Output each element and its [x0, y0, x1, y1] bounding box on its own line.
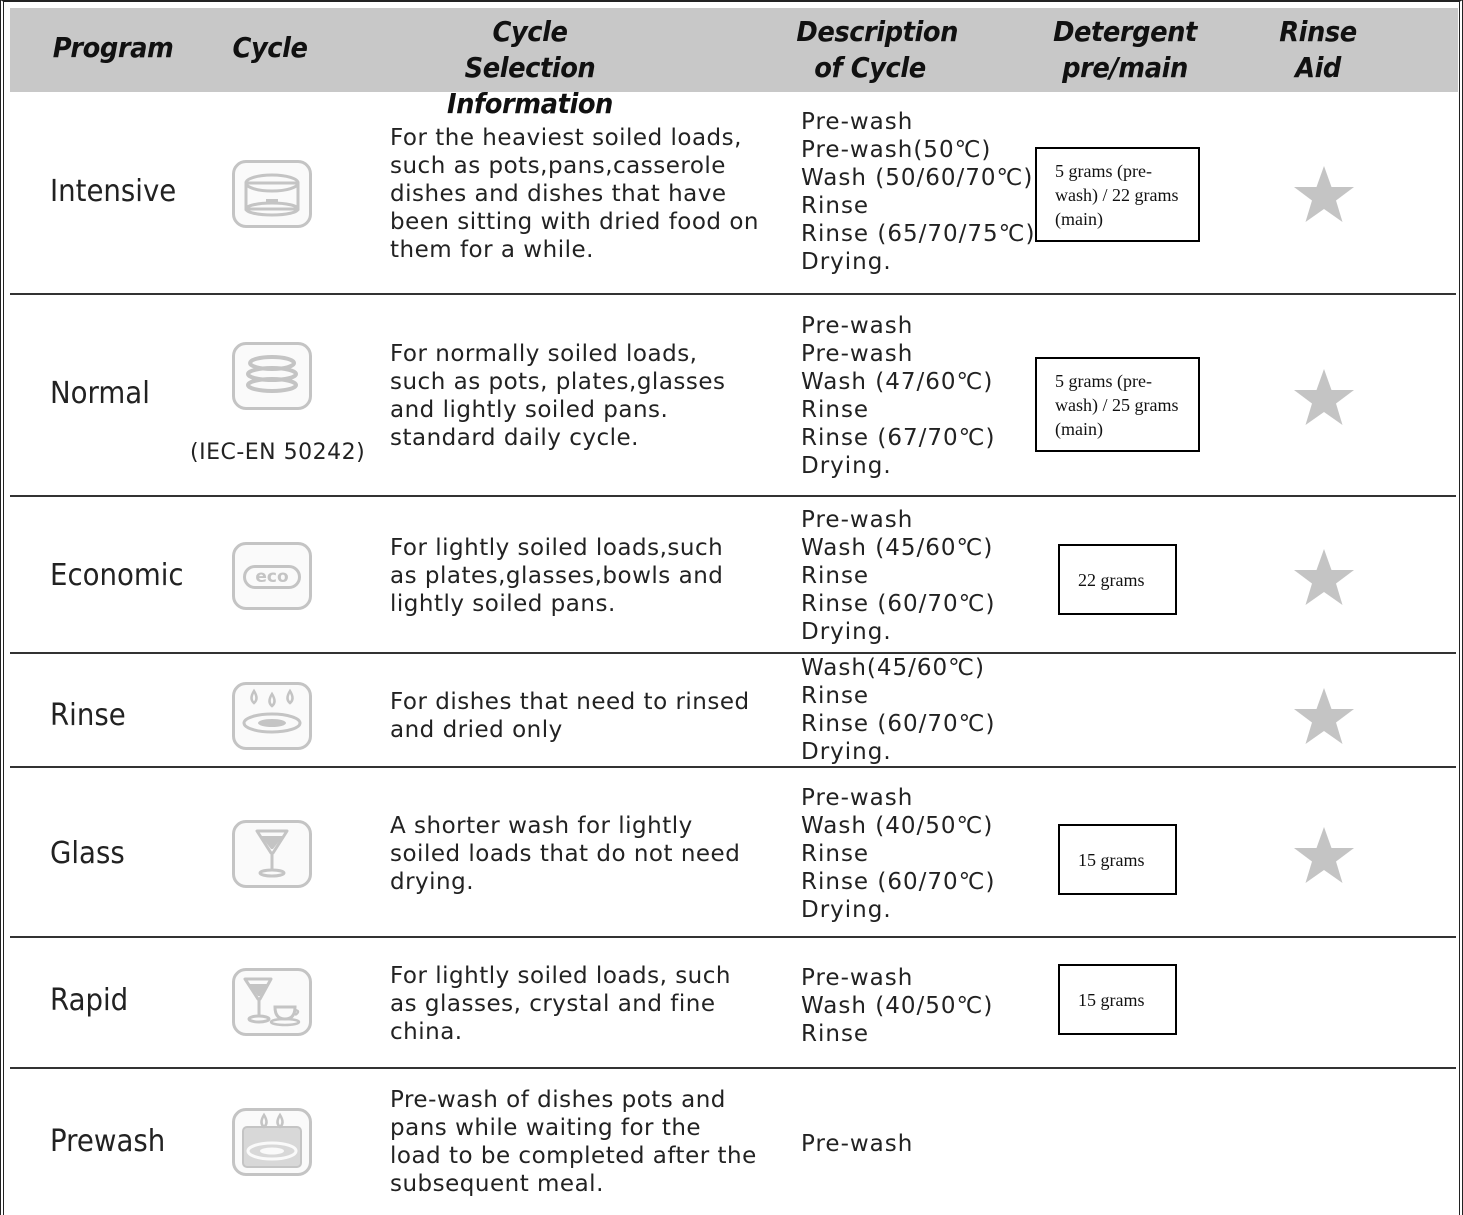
cycle-info: For normally soiled loads, such as pots, plates,glasses and lightly soiled pans. standard daily cycle. [390, 341, 726, 451]
cycle-info: A shorter wash for lightly soiled loads that do not need drying. [390, 813, 741, 895]
cycle-info: For dishes that need to rinsed and dried only [390, 689, 750, 743]
wine-glass-icon [232, 820, 312, 888]
cycle-description: Wash(45/60℃) Rinse Rinse (60/70℃) Drying. [801, 655, 996, 765]
glass-and-cup-icon [232, 968, 312, 1036]
header-description-of-cycle: Description of Cycle [796, 15, 958, 84]
prewash-drops-icon [232, 1108, 312, 1176]
eco-icon-label: eco [243, 565, 301, 589]
rinse-aid-star-icon [1292, 367, 1356, 427]
standard-note: (IEC-EN 50242) [190, 440, 366, 465]
detergent-box: 22 grams [1058, 544, 1177, 615]
rinse-aid-star-icon [1292, 825, 1356, 885]
rinse-aid-star-icon [1292, 686, 1356, 746]
row-divider [10, 936, 1456, 938]
row-divider [10, 652, 1456, 654]
cycle-description: Pre-wash Wash (40/50℃) Rinse [801, 965, 994, 1047]
row-divider [10, 766, 1456, 768]
plates-icon [232, 342, 312, 410]
program-name: Economic [50, 558, 184, 593]
rinse-drops-icon [232, 682, 312, 750]
program-name: Glass [50, 836, 125, 871]
pot-icon [232, 160, 312, 228]
program-name: Prewash [50, 1124, 166, 1159]
program-name: Rapid [50, 983, 129, 1018]
detergent-box: 5 grams (pre-wash) / 25 grams (main) [1035, 357, 1200, 452]
program-name: Rinse [50, 698, 126, 733]
cycle-info: For lightly soiled loads,such as plates,glasses,bowls and lightly soiled pans. [390, 535, 724, 617]
program-name: Intensive [50, 174, 177, 209]
header-detergent: Detergent pre/main [1053, 15, 1197, 84]
row-divider [10, 495, 1456, 497]
eco-icon [232, 542, 312, 610]
header-rinse-aid: Rinse Aid [1279, 15, 1357, 84]
detergent-box: 15 grams [1058, 964, 1177, 1035]
header-cycle: Cycle [232, 31, 308, 64]
cycle-description: Pre-wash Wash (45/60℃) Rinse Rinse (60/70℃) Drying. [801, 507, 996, 645]
cycle-description: Pre-wash [801, 1131, 914, 1157]
cycle-description: Pre-wash Wash (40/50℃) Rinse Rinse (60/70℃) Drying. [801, 785, 996, 923]
detergent-box: 15 grams [1058, 824, 1177, 895]
row-divider [10, 293, 1456, 295]
header-program: Program [52, 31, 174, 64]
cycle-description: Pre-wash Pre-wash(50℃) Wash (50/60/70℃) Rinse Rinse (65/70/75℃) Drying. [801, 109, 1036, 275]
cycle-info: Pre-wash of dishes pots and pans while waiting for the load to be completed after the subsequent meal. [390, 1087, 757, 1197]
program-name: Normal [50, 376, 150, 411]
rinse-aid-star-icon [1292, 164, 1356, 224]
cycle-info: For the heaviest soiled loads, such as pots,pans,casserole dishes and dishes that have been sitting with dried food on them for a while. [390, 125, 759, 263]
row-divider [10, 1067, 1456, 1069]
detergent-box: 5 grams (pre-wash) / 22 grams (main) [1035, 147, 1200, 242]
cycle-info: For lightly soiled loads, such as glasses, crystal and fine china. [390, 963, 731, 1045]
header-cycle-selection-info: Cycle Selection Information [447, 15, 613, 120]
rinse-aid-star-icon [1292, 547, 1356, 607]
cycle-description: Pre-wash Pre-wash Wash (47/60℃) Rinse Rinse (67/70℃) Drying. [801, 313, 996, 479]
table-header [10, 8, 1458, 120]
